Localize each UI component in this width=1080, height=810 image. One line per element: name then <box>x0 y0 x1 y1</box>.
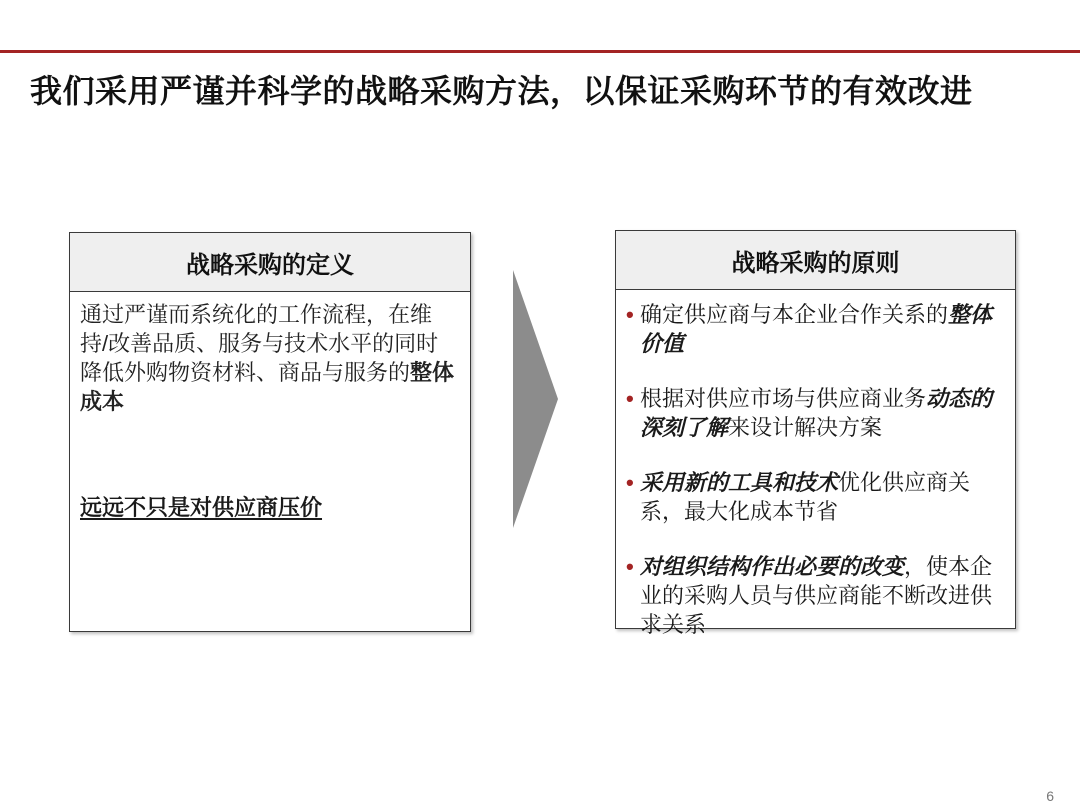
principles-body <box>616 290 1015 639</box>
principle-item <box>626 468 1005 526</box>
principle-item <box>626 384 1005 442</box>
definition-text <box>80 300 460 416</box>
header-divider <box>0 50 1080 53</box>
definition-emphasis: 远远不只是对供应商压价 <box>80 495 323 520</box>
principle-item <box>626 552 1005 639</box>
bullet-dot-icon: • <box>626 470 634 495</box>
principles-header: 战略采购的原则 <box>616 231 1015 290</box>
principle-text: 根据对供应市场与供应商业务 <box>640 386 927 411</box>
principle-emphasis: 动态的深刻了解 <box>640 386 993 440</box>
definition-text-plain: 通过严谨而系统化的工作流程，在维持/改善品质、服务与技术水平的同时降低外购物资材料、商品与服务的 <box>80 302 439 385</box>
principle-emphasis: 对组织结构作出必要的改变 <box>640 554 905 579</box>
principle-emphasis: 整体价值 <box>640 302 993 356</box>
principles-list <box>626 300 1005 639</box>
principle-text-tail: 来设计解决方案 <box>728 415 883 440</box>
definition-body <box>70 292 470 522</box>
bullet-dot-icon: • <box>626 386 634 411</box>
definition-header: 战略采购的定义 <box>70 233 470 292</box>
principle-item <box>626 300 1005 358</box>
chevron-right-arrow-icon <box>513 270 558 528</box>
principle-text: 确定供应商与本企业合作关系的 <box>640 302 949 327</box>
page-number: 6 <box>1046 788 1054 804</box>
definition-text-bold: 整体成本 <box>80 360 455 414</box>
principle-emphasis: 采用新的工具和技术 <box>640 470 839 495</box>
principle-text-tail: ，使本企业的采购人员与供应商能不断改进供求关系 <box>640 554 993 637</box>
bullet-dot-icon: • <box>626 302 634 327</box>
definition-box <box>69 232 471 632</box>
bullet-dot-icon: • <box>626 554 634 579</box>
principle-text-tail: 优化供应商关系，最大化成本节省 <box>640 470 971 524</box>
page-title: 我们采用严谨并科学的战略采购方法，以保证采购环节的有效改进 <box>30 73 973 109</box>
principles-box <box>615 230 1016 637</box>
